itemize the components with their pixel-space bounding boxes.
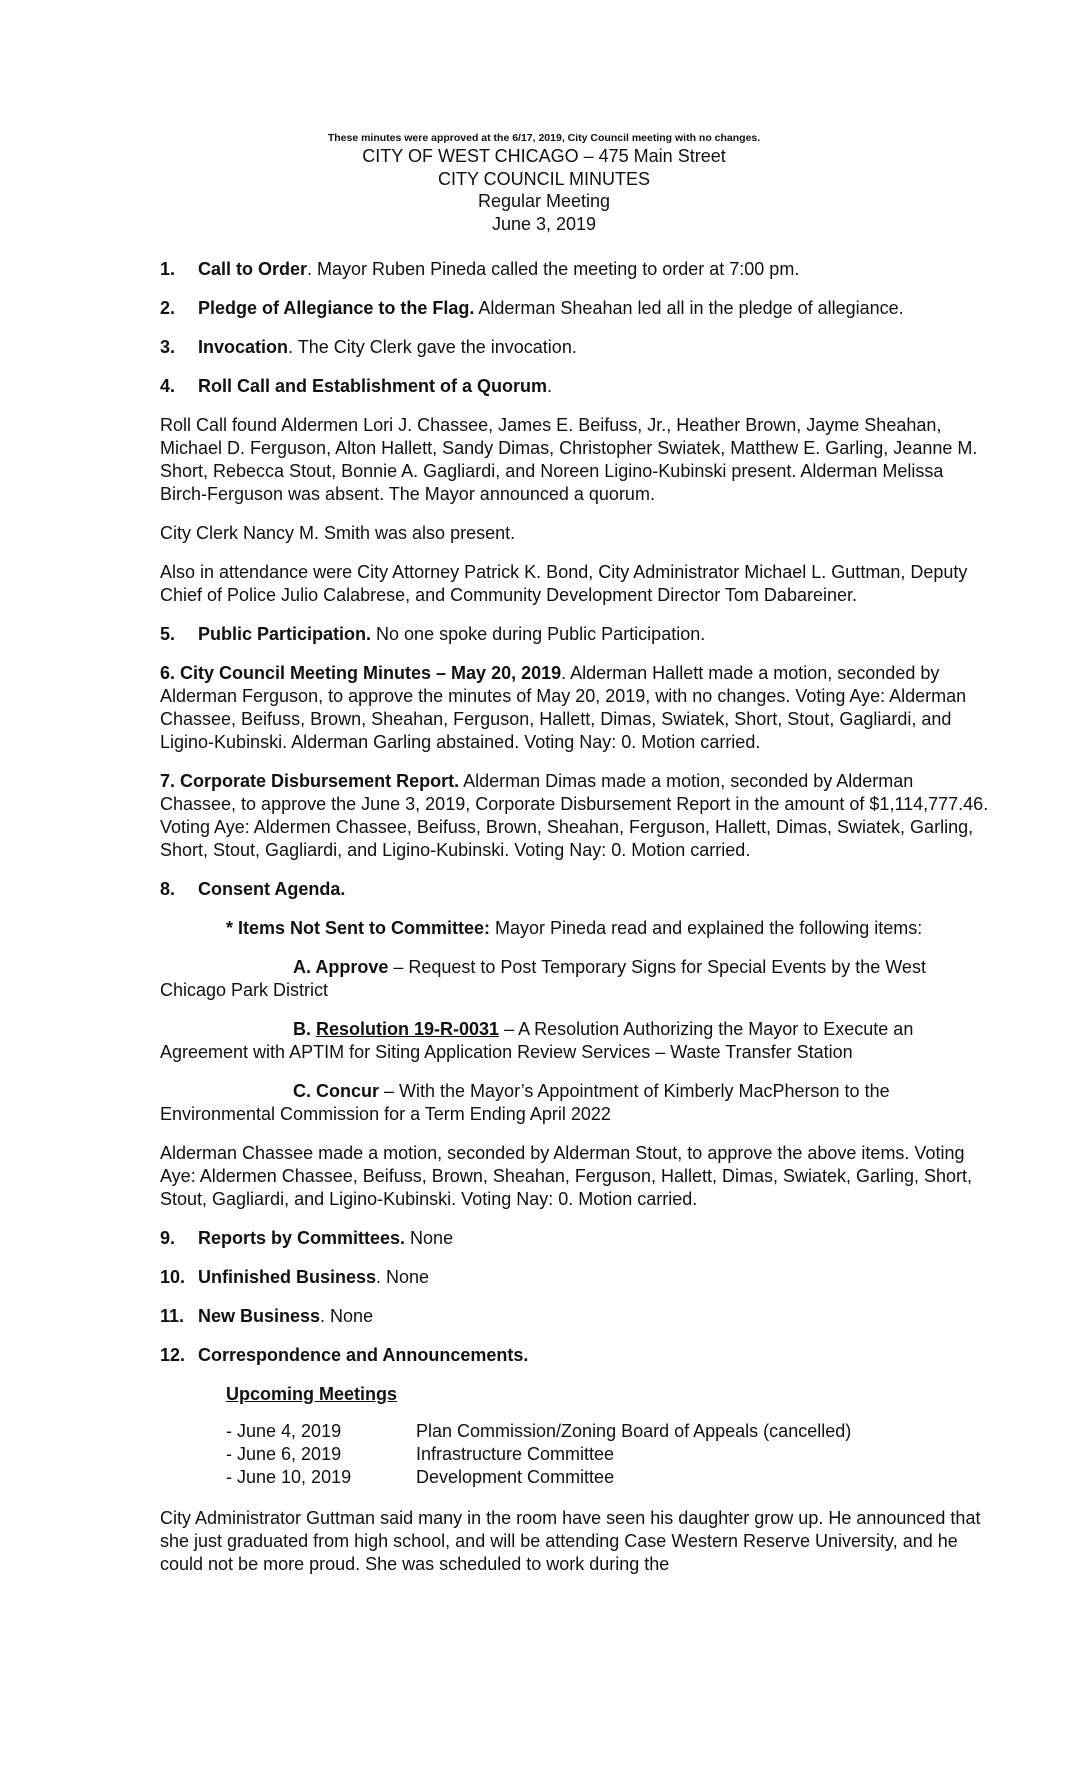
meeting-name: Plan Commission/Zoning Board of Appeals (cancelled) [416, 1421, 852, 1441]
item-number: 8. [160, 879, 176, 899]
consent-item-a-label: A. Approve [293, 957, 389, 977]
meeting-date: - June 10, 2019 [226, 1467, 352, 1487]
meeting-row [226, 1420, 851, 1443]
item-title: Correspondence and Announcements. [198, 1345, 529, 1365]
item-number: 12. [160, 1345, 186, 1365]
meeting-type: Regular Meeting [477, 191, 611, 211]
clerk-paragraph: City Clerk Nancy M. Smith was also present. [160, 523, 516, 543]
item-council-minutes [160, 662, 990, 754]
item-title: Corporate Disbursement Report. [180, 771, 460, 791]
minutes-title: CITY COUNCIL MINUTES [437, 168, 651, 189]
consent-item-c-text: – With the Mayor’s Appointment of Kimberly MacPherson to the Environmental Commission for a Term Ending April 2022 [160, 1081, 890, 1124]
consent-item-b-prefix: B. [293, 1019, 317, 1039]
closing-paragraph: City Administrator Guttman said many in the room have seen his daughter grow up. He announced that she just graduated from high school, and will be attending Case Western Reserve University, and he could not be more proud. She was scheduled to work during the [160, 1508, 981, 1574]
item-text: . The City Clerk gave the invocation. [288, 337, 577, 357]
item-text: . Mayor Ruben Pineda called the meeting to order at 7:00 pm. [307, 259, 800, 279]
item-call-to-order [160, 258, 990, 281]
item-number: 11. [160, 1306, 185, 1326]
item-text: . Alderman Hallett made a motion, seconded by Alderman Ferguson, to approve the minutes of May 20, 2019, with no changes. Voting Aye: Alderman Chassee, Beifuss, Brown, Sheahan, Ferguson, Hallett, Dimas, Swiatek, Short, Stout, Gagliardi, and Ligino-Kubinski. Alderman Garling abstained. Voting Nay: 0. Motion carried. [160, 663, 967, 752]
item-text: No one spoke during Public Participation. [371, 624, 706, 644]
meeting-date: June 3, 2019 [491, 213, 597, 234]
item-title: Pledge of Allegiance to the Flag. [198, 298, 475, 318]
meeting-date: - June 6, 2019 [226, 1444, 342, 1464]
item-number: 2. [160, 298, 176, 318]
item-disbursement-report [160, 770, 990, 862]
item-title: Unfinished Business [198, 1267, 377, 1287]
item-text: Alderman Dimas made a motion, seconded by Alderman Chassee, to approve the June 3, 2019, Corporate Disbursement Report in the amount of $1,114,777.46. Voting Aye: Aldermen Chassee, Beifuss, Brown, Sheahan, Ferguson, Hallett, Dimas, Swiatek, Garling, Short, Stout, Gagliardi, and Ligino-Kubinski. Voting Nay: 0. Motion carried. [160, 771, 989, 860]
consent-item-b [160, 1018, 990, 1064]
resolution-link[interactable]: Resolution 19-R-0031 [316, 1019, 500, 1039]
item-text: Alderman Sheahan led all in the pledge of allegiance. [474, 298, 904, 318]
item-number: 5. [160, 624, 176, 644]
item-roll-call [160, 375, 990, 398]
item-number: 9. [160, 1228, 176, 1248]
item-new-business [160, 1305, 990, 1328]
consent-intro [160, 917, 990, 940]
item-invocation [160, 336, 990, 359]
city-title: CITY OF WEST CHICAGO – 475 Main Street [362, 146, 726, 166]
consent-motion: Alderman Chassee made a motion, seconded by Alderman Stout, to approve the above items. Voting Aye: Aldermen Chassee, Beifuss, Brown, Sheahan, Ferguson, Hallett, Dimas, Swiatek, Garling, Short, Stout, Gagliardi, and Ligino-Kubinski. Voting Nay: 0. Motion carried. [160, 1143, 973, 1209]
item-consent-agenda [160, 878, 990, 901]
item-title: City Council Meeting Minutes – May 20, 2019 [180, 663, 562, 683]
item-text: . [547, 376, 553, 396]
item-number: 3. [160, 337, 176, 357]
item-number: 10. [160, 1267, 186, 1287]
minutes-body [160, 258, 990, 1592]
upcoming-meetings-table [226, 1420, 851, 1489]
consent-item-a-text: – Request to Post Temporary Signs for Special Events by the West Chicago Park District [160, 957, 926, 1000]
meeting-row [226, 1443, 851, 1466]
item-title: Roll Call and Establishment of a Quorum [198, 376, 548, 396]
item-title: Invocation [198, 337, 289, 357]
item-title: New Business [198, 1306, 321, 1326]
meeting-date: - June 4, 2019 [226, 1421, 342, 1441]
item-text: . None [376, 1267, 430, 1287]
consent-intro-label: * Items Not Sent to Committee: [226, 918, 491, 938]
attendance-paragraph: Also in attendance were City Attorney Patrick K. Bond, City Administrator Michael L. Guttman, Deputy Chief of Police Julio Calabrese, and Community Development Director Tom Dabareiner. [160, 562, 968, 605]
item-public-participation [160, 623, 990, 646]
item-number: 4. [160, 376, 176, 396]
item-title: Reports by Committees. [198, 1228, 406, 1248]
consent-item-c-label: C. Concur [293, 1081, 380, 1101]
meeting-name: Development Committee [416, 1467, 615, 1487]
item-title: Call to Order [198, 259, 308, 279]
item-number: 6. [160, 663, 176, 683]
item-title: Consent Agenda. [198, 879, 346, 899]
item-text: . None [320, 1306, 374, 1326]
item-number: 1. [160, 259, 176, 279]
document-header [0, 131, 1088, 235]
item-committee-reports [160, 1227, 990, 1250]
consent-item-b-text: – A Resolution Authorizing the Mayor to Execute an Agreement with APTIM for Siting Application Review Services – Waste Transfer Station [160, 1019, 914, 1062]
consent-item-c [160, 1080, 990, 1126]
meeting-name: Infrastructure Committee [416, 1444, 615, 1464]
item-pledge [160, 297, 990, 320]
consent-item-a [160, 956, 990, 1002]
roll-call-paragraph: Roll Call found Aldermen Lori J. Chassee, James E. Beifuss, Jr., Heather Brown, Jayme Sheahan, Michael D. Ferguson, Alton Hallett, Sandy Dimas, Christopher Swiatek, Matthew E. Garling, Jeanne M. Short, Rebecca Stout, Bonnie A. Gagliardi, and Noreen Ligino-Kubinski present. Alderman Melissa Birch-Ferguson was absent. The Mayor announced a quorum. [160, 415, 978, 504]
item-title: Public Participation. [198, 624, 372, 644]
item-number: 7. [160, 771, 176, 791]
item-correspondence [160, 1344, 990, 1367]
item-unfinished-business [160, 1266, 990, 1289]
meeting-row [226, 1466, 851, 1489]
item-text: None [405, 1228, 454, 1248]
upcoming-meetings-heading: Upcoming Meetings [226, 1384, 398, 1404]
consent-intro-text: Mayor Pineda read and explained the following items: [490, 918, 923, 938]
approval-note: These minutes were approved at the 6/17, 2019, City Council meeting with no changes. [327, 132, 761, 144]
